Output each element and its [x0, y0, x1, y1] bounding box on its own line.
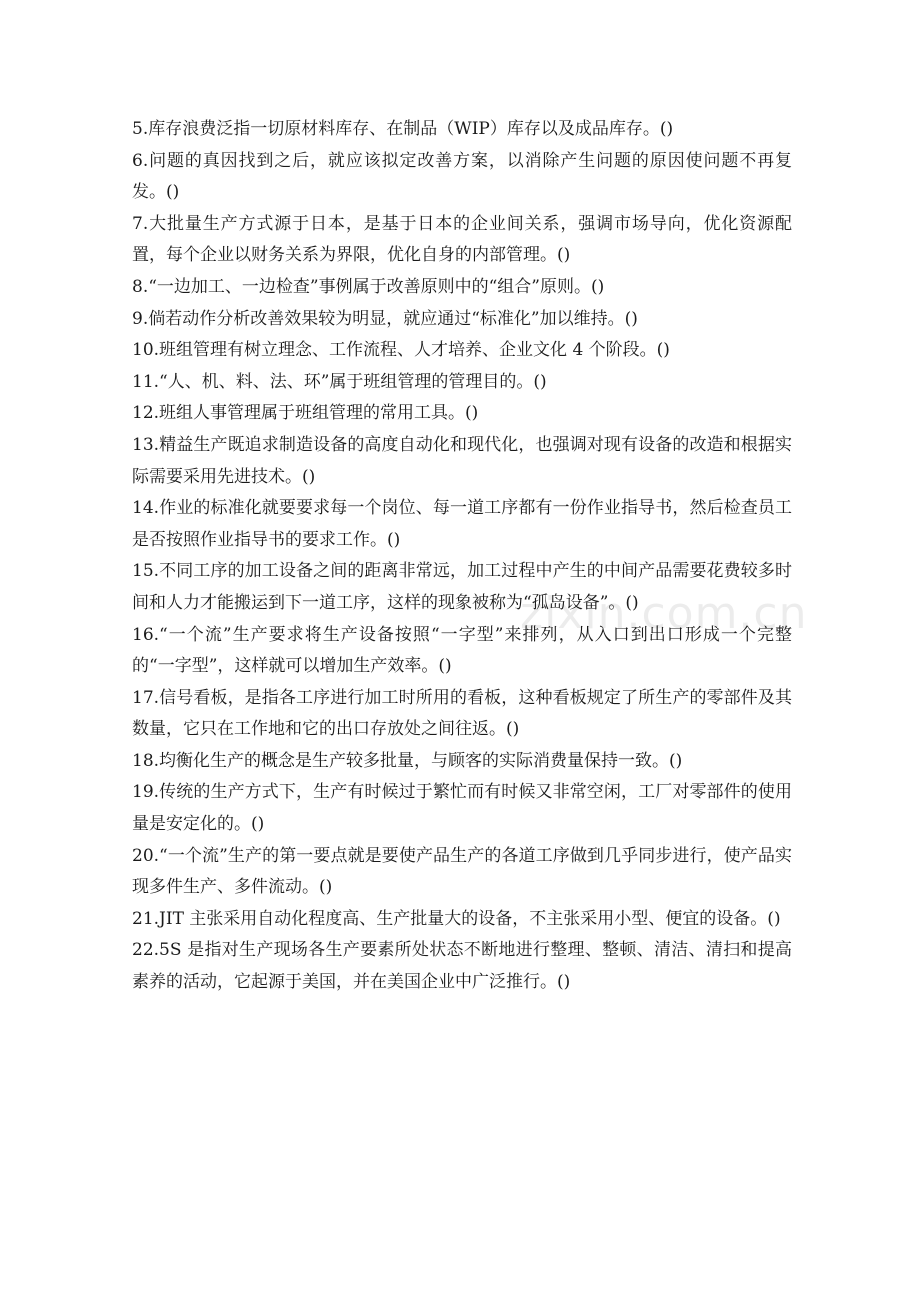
- question-13: 13.精益生产既追求制造设备的高度自动化和现代化，也强调对现有设备的改造和根据实际需要采用先进技术。(): [132, 434, 792, 487]
- question-16: 16.“一个流”生产要求将生产设备按照“一字型”来排列，从入口到出口形成一个完整的“一字型”，这样就可以增加生产效率。(): [132, 624, 792, 677]
- question-10: 10.班组管理有树立理念、工作流程、人才培养、企业文化 4 个阶段。(): [132, 340, 670, 361]
- question-list: [132, 114, 792, 999]
- question-20: 20.“一个流”生产的第一要点就是要使产品生产的各道工序做到几乎同步进行，使产品实现多件生产、多件流动。(): [132, 845, 792, 898]
- question-18: 18.均衡化生产的概念是生产较多批量，与顾客的实际消费量保持一致。(): [132, 750, 683, 771]
- question-14: 14.作业的标准化就要要求每一个岗位、每一道工序都有一份作业指导书，然后检查员工是否按照作业指导书的要求工作。(): [132, 498, 792, 550]
- question-21: 21.JIT 主张采用自动化程度高、生产批量大的设备，不主张采用小型、便宜的设备。(): [132, 908, 781, 929]
- question-7: 7.大批量生产方式源于日本，是基于日本的企业间关系，强调市场导向，优化资源配置，每个企业以财务关系为界限，优化自身的内部管理。(): [132, 213, 792, 266]
- question-19: 19.传统的生产方式下，生产有时候过于繁忙而有时候又非常空闲，工厂对零部件的使用量是安定化的。(): [132, 782, 792, 835]
- question-5: 5.库存浪费泛指一切原材料库存、在制品（WIP）库存以及成品库存。(): [132, 119, 674, 139]
- question-17: 17.信号看板，是指各工序进行加工时所用的看板，这种看板规定了所生产的零部件及其数量，它只在工作地和它的出口存放处之间往返。(): [132, 687, 792, 740]
- question-12: 12.班组人事管理属于班组管理的常用工具。(): [132, 403, 479, 424]
- question-11: 11.“人、机、料、法、环”属于班组管理的管理目的。(): [132, 371, 547, 392]
- question-15: 15.不同工序的加工设备之间的距离非常远，加工过程中产生的中间产品需要花费较多时间和人力才能搬运到下一道工序，这样的现象被称为“孤岛设备”。(): [132, 561, 792, 613]
- question-9: 9.倘若动作分析改善效果较为明显，就应通过“标准化”加以维持。(): [132, 308, 638, 329]
- question-8: 8.“一边加工、一边检查”事例属于改善原则中的“组合”原则。(): [132, 276, 605, 297]
- question-6: 6.问题的真因找到之后，就应该拟定改善方案，以消除产生问题的原因使问题不再复发。(): [132, 150, 792, 203]
- watermark: zixin.com.cn: [520, 588, 808, 639]
- question-22: 22.5S 是指对生产现场各生产要素所处状态不断地进行整理、整顿、清洁、清扫和提高素养的活动，它起源于美国，并在美国企业中广泛推行。(): [132, 940, 792, 993]
